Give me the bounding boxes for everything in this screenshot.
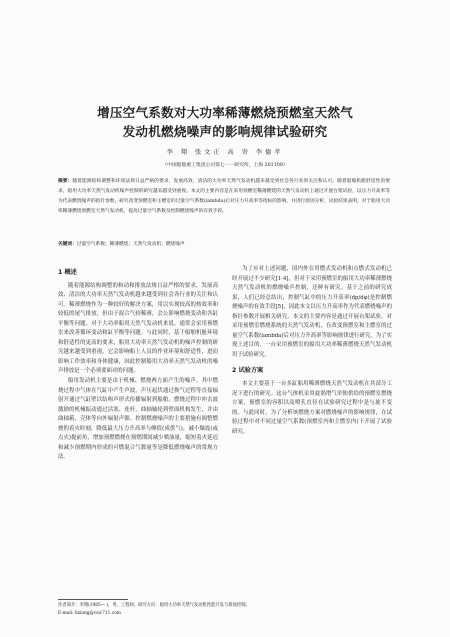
keywords-text: 过量空气系数；稀薄燃烧；天然气发动机；燃烧噪声 <box>76 242 185 247</box>
section-1-paragraph: 船用发动机主要是由于机械、燃烧两方面产生的噪声。其中燃烧过程中气体在气缸中产生声波，声压起伏通过换气过程等直接辐射开通过气缸壁以结构声形式传播辐射到船舶。燃烧过程中冲击波激励的机械振动通过活塞、连杆、曲轴轴轮到壁面机构发生，并由曲轴箱、壳体等向外辐射声源。控制燃烧噪声的主要措施有调整燃烧的着火时刻，降低最大压力升高率与峰值(成供气)，减小爆震(或点火)提前角，增加预燃燃烧在预燃期间减少喷油量，缩短着火延迟和减少预燃期内形成的可燃混合气数量等是降低燃烧噪声的常规方法。 <box>58 378 218 461</box>
keywords-label: 关键词： <box>58 242 77 247</box>
section-1-heading: 1 概述 <box>58 269 77 276</box>
authors: 李 翔 张文正 高 寄 李德孝 <box>166 149 284 156</box>
section-1-paragraph: 随着能源结构调整的和动和排放法规日益严格的要求，发展高效、清洁的大功率天然气发动机越来越受到社会各行业的关注和认可。稀薄燃烧作为一种较好的解决方案，用以实现较高的热效率和较低的尾气排放，但由于混合气较稀薄，会公影响燃烧变动和各缸平衡等问题。对于大功率船用天然气发动机来说，通常会采用预燃室来改善循环变动和缸平衡等问题。与此同时，基于船舶机舱环境和舒适性的更高的要求，船用大功率天然气发动机的噪声控制的研究越来越受到重视。它会影响船上人员的作业环境和舒适性，进而影响工作效率和身体健康，因此控制船用大功率天然气发动机的噪声排放是一个必须要面对的问题。 <box>58 282 218 375</box>
footnote <box>58 602 393 618</box>
abstract <box>58 177 390 217</box>
abstract-label: 摘要： <box>58 179 73 184</box>
abstract-text: 随着能源结构调整和环境法规日益严格的要求，发展高效、清洁的大功率天然气发动机越来越受到社会各行业的关注和认可。随着船舶机舱舒适性的要求，船用大功率天然气发动机噪声控制的研究越来越受到重视。本文的主要内容是在采用预燃室稀薄燃烧的天然气发动机上通过开展台架试验，以压力升高率等为代表燃烧噪声的指针参数，研究改变预燃室和主燃室的过量空气系数(lambda)后对压力升高率等指标的影响，并进行原因分析，试验结果表明，对于船用大功率稀薄燃烧预燃室天然气发动机，提高过量空气系数及控制燃烧噪声的有效手段。 <box>58 179 390 214</box>
keywords <box>58 240 390 249</box>
footnote-email: E-mail: lixiang@csic711.com <box>58 611 121 616</box>
paper-title-line2: 发动机燃烧噪声的影响规律试验研究 <box>122 124 328 139</box>
footnote-author: 作者简介：李翔(1985— )，男，工程师；研究方向：船用大功率天然气发动机性能开发与排放控制。 <box>58 603 250 608</box>
section-2-heading: 2 试验方案 <box>232 367 264 375</box>
section-2-paragraph: 本文主要基于一台多缸船用稀薄燃烧天然气发动机在其部分工况下进行的研究。这台气体机采用旋涡增气单独供给的预燃室燃烧方案，预燃室的容积以及喷孔直径在试验研究过程中是与旋不变的。与此同时，为了分析该燃烧方案对燃烧噪声的影响规律，在试验过程中对不同过量空气系数(预燃室内和主燃室内)下开展了试验研究。 <box>232 381 392 435</box>
affiliation: （中国船舶重工集团公司第七一一研究所，上海 201108） <box>162 163 288 168</box>
paper-title-line1: 增压空气系数对大功率稀薄燃烧预燃室天然气 <box>97 105 353 120</box>
right-column <box>232 265 392 437</box>
footnote-rule <box>58 599 128 600</box>
intro-paragraph: 为了应对上述问题，国内外在用燃式发动机和点燃式发动机已经开展过不少研究[1-4]，但对于采用预燃室的船用大功率稀薄燃烧天然气发动机的燃烧噪声控制，还鲜有研究。基于之前的研究成果，人们已经总结出，控制气缸中的压力升高率(dp/dφ)是控制燃烧噪声的有效手段[5]，因此本文以压力升高率作为代表燃烧噪声的指针参数开展相关研究。本文的主要内容是通过开展台架试验，对采用预燃室燃烧系统的天然气发动机，在改变预燃室和主燃室的过量空气系数(lambda)后对压力升高率等影响规律进行研究。为了实现上述目的，一台采用预燃室的船用大功率稀薄燃烧天然气发动机用于试验研究。 <box>232 266 392 358</box>
left-column <box>58 265 218 463</box>
